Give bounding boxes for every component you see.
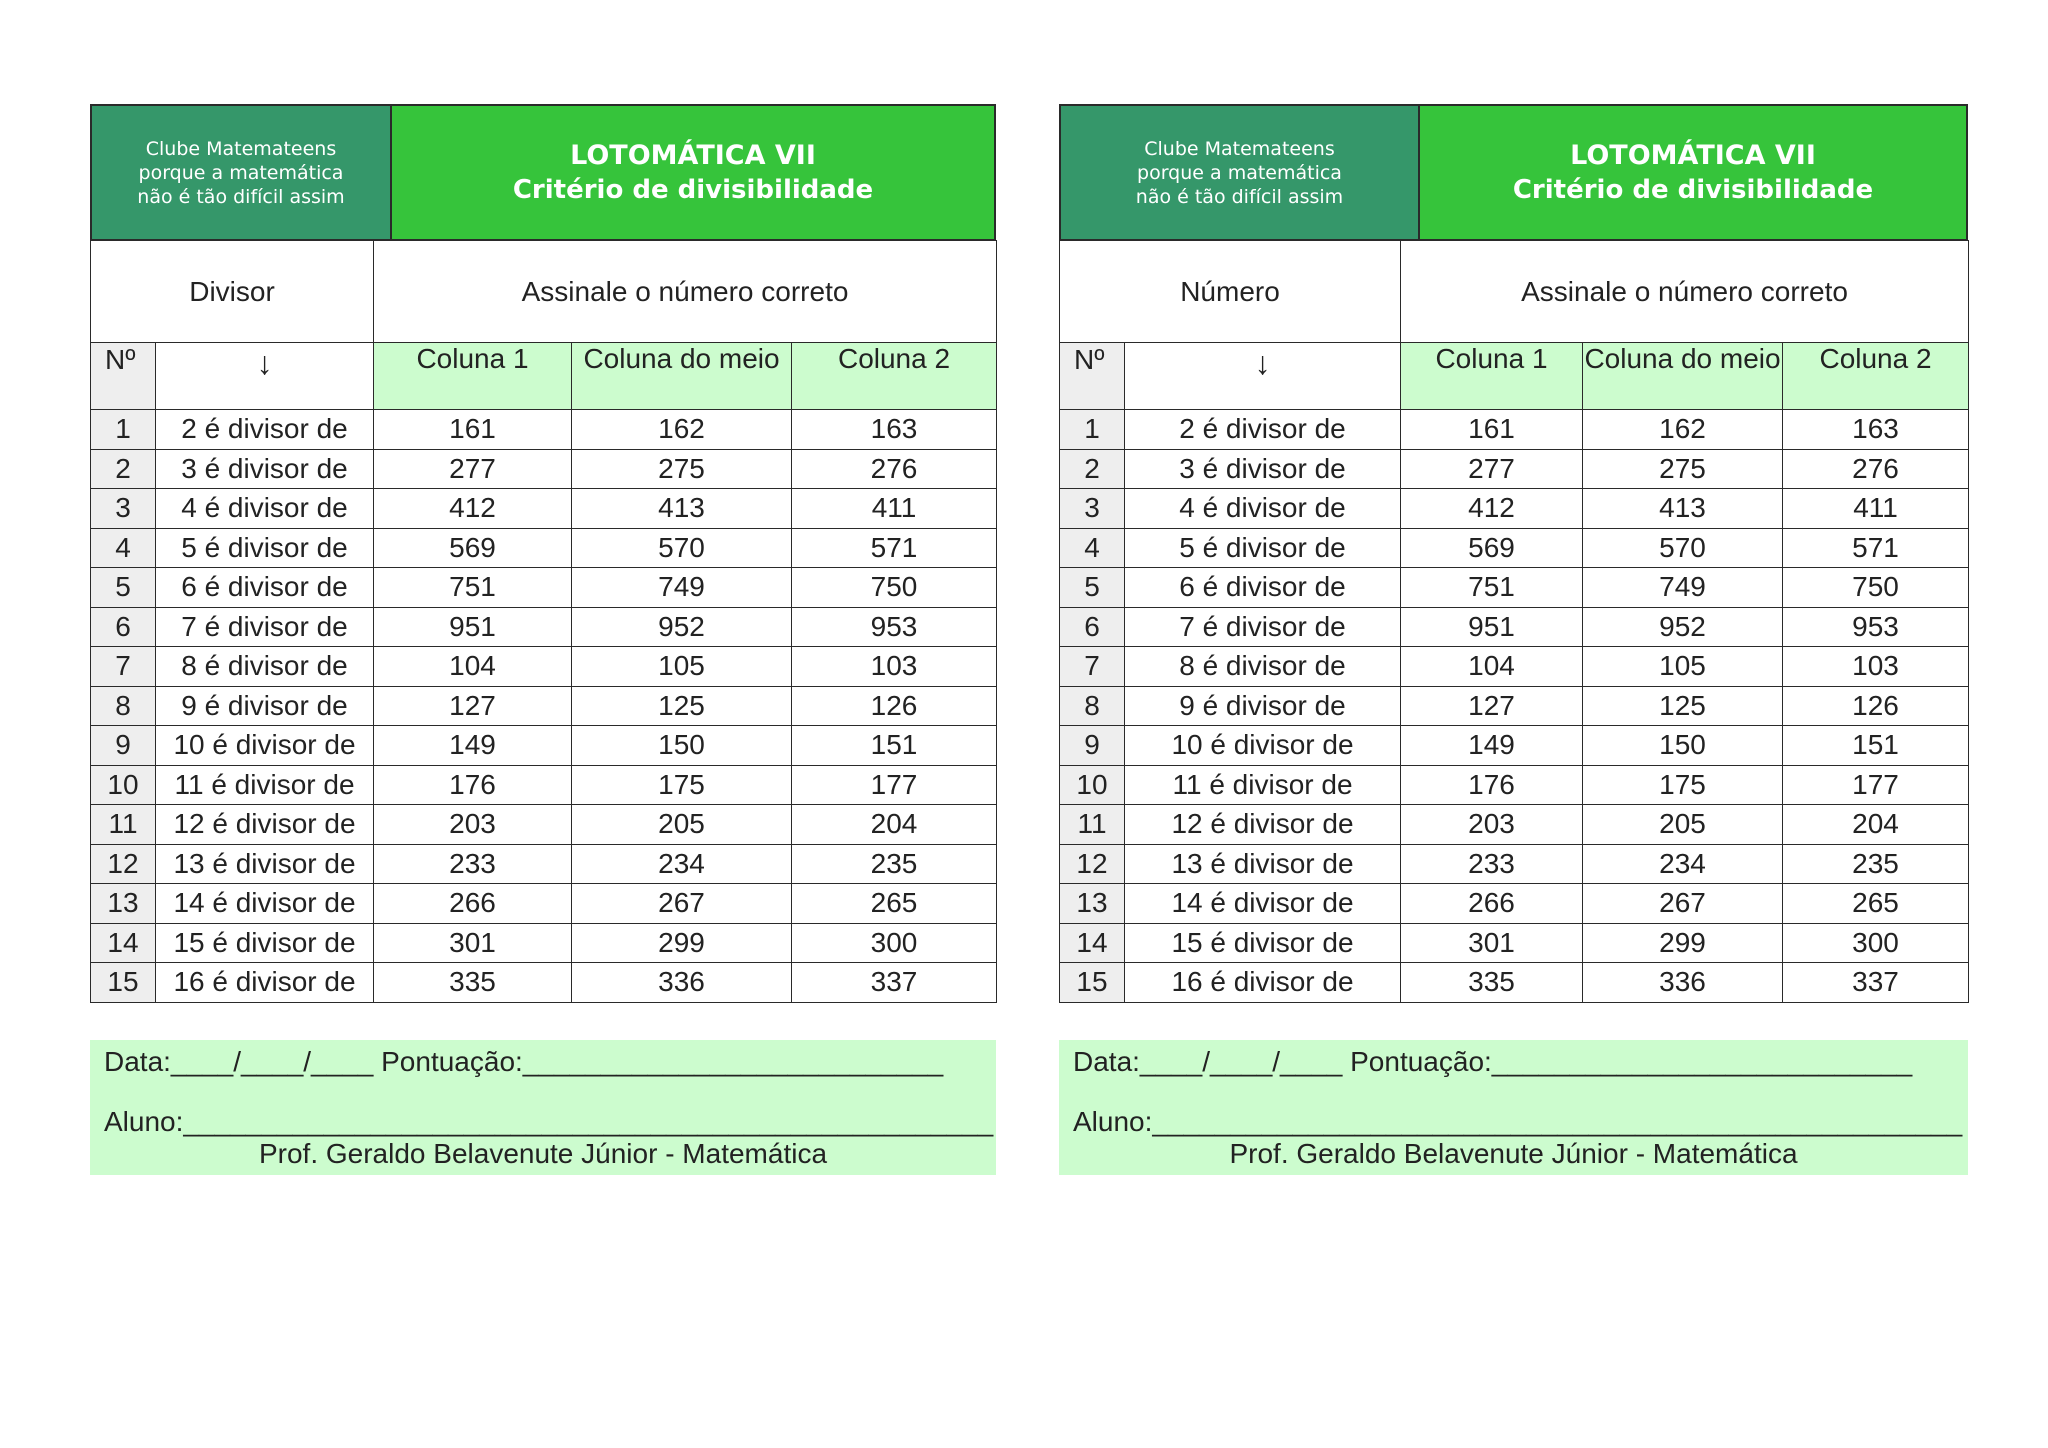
option-column-middle[interactable]: 413 <box>1583 489 1783 529</box>
table-row <box>1060 765 1969 805</box>
row-number: 13 <box>91 884 156 924</box>
date-score-line[interactable]: Data:____/____/____ Pontuação:___________________________ <box>1073 1045 1913 1077</box>
option-column-2[interactable]: 571 <box>792 528 997 568</box>
table-row <box>1060 884 1969 924</box>
table-row <box>1060 410 1969 450</box>
left-card <box>90 104 996 1175</box>
option-column-1[interactable]: 266 <box>1401 884 1583 924</box>
option-column-2[interactable]: 151 <box>1783 726 1969 766</box>
card-subtitle: Critério de divisibilidade <box>1512 174 1874 205</box>
option-column-middle[interactable]: 275 <box>572 449 792 489</box>
option-column-2[interactable]: 953 <box>1783 607 1969 647</box>
table-row <box>91 647 997 687</box>
section-divisor: Divisor <box>91 241 374 343</box>
option-column-middle[interactable]: 413 <box>572 489 792 529</box>
option-column-2[interactable]: 337 <box>1783 963 1969 1003</box>
option-column-1[interactable]: 751 <box>1401 568 1583 608</box>
option-column-1[interactable]: 266 <box>374 884 572 924</box>
answer-table <box>90 240 997 1003</box>
row-number: 5 <box>91 568 156 608</box>
option-column-middle[interactable]: 267 <box>1583 884 1783 924</box>
table-body <box>1060 241 1969 1003</box>
club-line: Clube Matemateens <box>1144 137 1335 160</box>
student-name-line[interactable]: Aluno:____________________________________________________ <box>1073 1105 1963 1137</box>
option-column-middle[interactable]: 299 <box>1583 923 1783 963</box>
option-column-middle[interactable]: 105 <box>572 647 792 687</box>
row-number: 15 <box>91 963 156 1003</box>
row-divisor-label: 14 é divisor de <box>156 884 374 924</box>
option-column-2[interactable]: 276 <box>1783 449 1969 489</box>
table-row <box>91 726 997 766</box>
table-row <box>1060 528 1969 568</box>
option-column-2[interactable]: 103 <box>1783 647 1969 687</box>
option-column-middle[interactable]: 175 <box>1583 765 1783 805</box>
row-divisor-label: 10 é divisor de <box>1125 726 1401 766</box>
card-title: LOTOMÁTICA VII <box>1570 139 1816 171</box>
right-card <box>1059 104 1968 1175</box>
option-column-2[interactable]: 126 <box>1783 686 1969 726</box>
option-column-2[interactable]: 103 <box>792 647 997 687</box>
section-instruction: Assinale o número correto <box>374 241 997 343</box>
number-header: Nº <box>91 343 156 410</box>
option-column-1[interactable]: 161 <box>374 410 572 450</box>
option-column-middle[interactable]: 267 <box>572 884 792 924</box>
table-row <box>1060 489 1969 529</box>
option-column-1[interactable]: 301 <box>374 923 572 963</box>
column-1-header: Coluna 1 <box>374 343 572 410</box>
table-row <box>91 884 997 924</box>
row-divisor-label: 8 é divisor de <box>1125 647 1401 687</box>
row-number: 7 <box>1060 647 1125 687</box>
table-row <box>91 963 997 1003</box>
row-number: 11 <box>1060 805 1125 845</box>
table-row <box>1060 647 1969 687</box>
option-column-1[interactable]: 161 <box>1401 410 1583 450</box>
option-column-middle[interactable]: 205 <box>572 805 792 845</box>
option-column-2[interactable]: 177 <box>1783 765 1969 805</box>
option-column-1[interactable]: 233 <box>1401 844 1583 884</box>
row-divisor-label: 15 é divisor de <box>1125 923 1401 963</box>
row-divisor-label: 2 é divisor de <box>1125 410 1401 450</box>
option-column-1[interactable]: 412 <box>374 489 572 529</box>
option-column-2[interactable]: 300 <box>792 923 997 963</box>
option-column-1[interactable]: 751 <box>374 568 572 608</box>
option-column-1[interactable]: 233 <box>374 844 572 884</box>
option-column-middle[interactable]: 299 <box>572 923 792 963</box>
row-number: 6 <box>1060 607 1125 647</box>
option-column-middle[interactable]: 150 <box>572 726 792 766</box>
option-column-middle[interactable]: 336 <box>572 963 792 1003</box>
row-number: 4 <box>91 528 156 568</box>
row-divisor-label: 11 é divisor de <box>156 765 374 805</box>
row-divisor-label: 16 é divisor de <box>1125 963 1401 1003</box>
option-column-1[interactable]: 203 <box>374 805 572 845</box>
table-row <box>1060 449 1969 489</box>
row-number: 2 <box>1060 449 1125 489</box>
card-header <box>1059 104 1968 241</box>
option-column-middle[interactable]: 162 <box>572 410 792 450</box>
row-divisor-label: 9 é divisor de <box>1125 686 1401 726</box>
club-line: porque a matemática <box>138 161 344 184</box>
option-column-1[interactable]: 277 <box>374 449 572 489</box>
row-divisor-label: 3 é divisor de <box>156 449 374 489</box>
teacher-credit: Prof. Geraldo Belavenute Júnior - Matemática <box>258 1137 828 1169</box>
column-1-header: Coluna 1 <box>1401 343 1583 410</box>
table-row <box>1060 568 1969 608</box>
table-row <box>1060 726 1969 766</box>
option-column-1[interactable]: 412 <box>1401 489 1583 529</box>
column-2-header: Coluna 2 <box>1783 343 1969 410</box>
title-block <box>392 106 994 239</box>
table-row <box>91 528 997 568</box>
row-divisor-label: 13 é divisor de <box>156 844 374 884</box>
row-number: 8 <box>91 686 156 726</box>
option-column-middle[interactable]: 105 <box>1583 647 1783 687</box>
option-column-1[interactable]: 176 <box>374 765 572 805</box>
row-divisor-label: 14 é divisor de <box>1125 884 1401 924</box>
arrow-down-icon: ↓ <box>156 343 374 410</box>
row-divisor-label: 16 é divisor de <box>156 963 374 1003</box>
option-column-2[interactable]: 151 <box>792 726 997 766</box>
option-column-middle[interactable]: 125 <box>572 686 792 726</box>
option-column-1[interactable]: 335 <box>374 963 572 1003</box>
option-column-middle[interactable]: 952 <box>1583 607 1783 647</box>
row-divisor-label: 7 é divisor de <box>1125 607 1401 647</box>
option-column-middle[interactable]: 749 <box>572 568 792 608</box>
row-number: 13 <box>1060 884 1125 924</box>
option-column-2[interactable]: 750 <box>1783 568 1969 608</box>
table-row <box>1060 963 1969 1003</box>
student-footer <box>1059 1040 1968 1175</box>
row-divisor-label: 11 é divisor de <box>1125 765 1401 805</box>
option-column-1[interactable]: 301 <box>1401 923 1583 963</box>
option-column-middle[interactable]: 952 <box>572 607 792 647</box>
table-body <box>91 241 997 1003</box>
option-column-1[interactable]: 104 <box>1401 647 1583 687</box>
card-header <box>90 104 996 241</box>
row-divisor-label: 9 é divisor de <box>156 686 374 726</box>
option-column-1[interactable]: 569 <box>374 528 572 568</box>
row-number: 10 <box>1060 765 1125 805</box>
club-line: porque a matemática <box>1137 161 1342 184</box>
row-number: 3 <box>91 489 156 529</box>
option-column-1[interactable]: 569 <box>1401 528 1583 568</box>
club-name <box>92 106 392 239</box>
arrow-down-icon: ↓ <box>1125 343 1401 410</box>
club-name <box>1061 106 1420 239</box>
club-line: Clube Matemateens <box>145 137 337 160</box>
option-column-2[interactable]: 750 <box>792 568 997 608</box>
option-column-1[interactable]: 277 <box>1401 449 1583 489</box>
date-score-line[interactable]: Data:____/____/____ Pontuação:___________________________ <box>104 1045 944 1077</box>
option-column-2[interactable]: 265 <box>1783 884 1969 924</box>
option-column-2[interactable]: 235 <box>792 844 997 884</box>
number-header: Nº <box>1060 343 1125 410</box>
table-row <box>91 607 997 647</box>
row-number: 15 <box>1060 963 1125 1003</box>
row-number: 12 <box>91 844 156 884</box>
option-column-middle[interactable]: 234 <box>1583 844 1783 884</box>
row-number: 11 <box>91 805 156 845</box>
table-row <box>91 686 997 726</box>
row-number: 6 <box>91 607 156 647</box>
row-divisor-label: 6 é divisor de <box>156 568 374 608</box>
option-column-1[interactable]: 149 <box>374 726 572 766</box>
table-row <box>91 489 997 529</box>
row-number: 3 <box>1060 489 1125 529</box>
row-divisor-label: 13 é divisor de <box>1125 844 1401 884</box>
row-divisor-label: 2 é divisor de <box>156 410 374 450</box>
option-column-middle[interactable]: 125 <box>1583 686 1783 726</box>
table-row <box>91 844 997 884</box>
option-column-2[interactable]: 300 <box>1783 923 1969 963</box>
row-number: 14 <box>91 923 156 963</box>
option-column-middle[interactable]: 205 <box>1583 805 1783 845</box>
row-number: 1 <box>1060 410 1125 450</box>
option-column-2[interactable]: 126 <box>792 686 997 726</box>
option-column-1[interactable]: 104 <box>374 647 572 687</box>
option-column-1[interactable]: 127 <box>374 686 572 726</box>
option-column-2[interactable]: 265 <box>792 884 997 924</box>
option-column-1[interactable]: 149 <box>1401 726 1583 766</box>
option-column-2[interactable]: 276 <box>792 449 997 489</box>
row-number: 7 <box>91 647 156 687</box>
column-2-header: Coluna 2 <box>792 343 997 410</box>
option-column-1[interactable]: 951 <box>1401 607 1583 647</box>
table-row <box>91 568 997 608</box>
option-column-middle[interactable]: 275 <box>1583 449 1783 489</box>
row-divisor-label: 5 é divisor de <box>1125 528 1401 568</box>
row-divisor-label: 10 é divisor de <box>156 726 374 766</box>
option-column-middle[interactable]: 749 <box>1583 568 1783 608</box>
row-divisor-label: 7 é divisor de <box>156 607 374 647</box>
row-divisor-label: 12 é divisor de <box>1125 805 1401 845</box>
row-number: 9 <box>91 726 156 766</box>
row-number: 5 <box>1060 568 1125 608</box>
row-divisor-label: 5 é divisor de <box>156 528 374 568</box>
option-column-1[interactable]: 203 <box>1401 805 1583 845</box>
title-block <box>1420 106 1966 239</box>
option-column-middle[interactable]: 570 <box>1583 528 1783 568</box>
column-middle-header: Coluna do meio <box>572 343 792 410</box>
table-row <box>1060 844 1969 884</box>
teacher-credit: Prof. Geraldo Belavenute Júnior - Matemática <box>1229 1137 1798 1169</box>
student-footer <box>90 1040 996 1175</box>
row-number: 14 <box>1060 923 1125 963</box>
option-column-middle[interactable]: 162 <box>1583 410 1783 450</box>
row-number: 1 <box>91 410 156 450</box>
option-column-1[interactable]: 127 <box>1401 686 1583 726</box>
option-column-2[interactable]: 204 <box>1783 805 1969 845</box>
option-column-2[interactable]: 163 <box>1783 410 1969 450</box>
option-column-2[interactable]: 235 <box>1783 844 1969 884</box>
option-column-middle[interactable]: 336 <box>1583 963 1783 1003</box>
table-row <box>1060 805 1969 845</box>
option-column-1[interactable]: 951 <box>374 607 572 647</box>
row-number: 12 <box>1060 844 1125 884</box>
option-column-middle[interactable]: 234 <box>572 844 792 884</box>
option-column-2[interactable]: 204 <box>792 805 997 845</box>
row-number: 10 <box>91 765 156 805</box>
table-row <box>91 805 997 845</box>
row-divisor-label: 8 é divisor de <box>156 647 374 687</box>
option-column-2[interactable]: 163 <box>792 410 997 450</box>
column-middle-header: Coluna do meio <box>1583 343 1783 410</box>
option-column-2[interactable]: 177 <box>792 765 997 805</box>
option-column-middle[interactable]: 570 <box>572 528 792 568</box>
row-number: 4 <box>1060 528 1125 568</box>
option-column-middle[interactable]: 175 <box>572 765 792 805</box>
option-column-2[interactable]: 411 <box>1783 489 1969 529</box>
student-name-line[interactable]: Aluno:____________________________________________________ <box>104 1105 994 1137</box>
option-column-2[interactable]: 337 <box>792 963 997 1003</box>
row-divisor-label: 12 é divisor de <box>156 805 374 845</box>
row-number: 2 <box>91 449 156 489</box>
table-row <box>1060 607 1969 647</box>
option-column-2[interactable]: 411 <box>792 489 997 529</box>
option-column-2[interactable]: 953 <box>792 607 997 647</box>
row-divisor-label: 6 é divisor de <box>1125 568 1401 608</box>
card-subtitle: Critério de divisibilidade <box>512 174 874 205</box>
option-column-1[interactable]: 335 <box>1401 963 1583 1003</box>
row-number: 9 <box>1060 726 1125 766</box>
row-number: 8 <box>1060 686 1125 726</box>
option-column-1[interactable]: 176 <box>1401 765 1583 805</box>
table-row <box>91 449 997 489</box>
card-title: LOTOMÁTICA VII <box>570 139 816 171</box>
club-line: não é tão difícil assim <box>137 185 345 208</box>
section-number: Número <box>1060 241 1401 343</box>
table-row <box>91 923 997 963</box>
row-divisor-label: 4 é divisor de <box>156 489 374 529</box>
table-row <box>1060 923 1969 963</box>
section-instruction: Assinale o número correto <box>1401 241 1969 343</box>
table-row <box>1060 686 1969 726</box>
option-column-2[interactable]: 571 <box>1783 528 1969 568</box>
table-row <box>91 410 997 450</box>
row-divisor-label: 4 é divisor de <box>1125 489 1401 529</box>
option-column-middle[interactable]: 150 <box>1583 726 1783 766</box>
answer-table <box>1059 240 1969 1003</box>
club-line: não é tão difícil assim <box>1135 185 1344 208</box>
row-divisor-label: 3 é divisor de <box>1125 449 1401 489</box>
row-divisor-label: 15 é divisor de <box>156 923 374 963</box>
table-row <box>91 765 997 805</box>
